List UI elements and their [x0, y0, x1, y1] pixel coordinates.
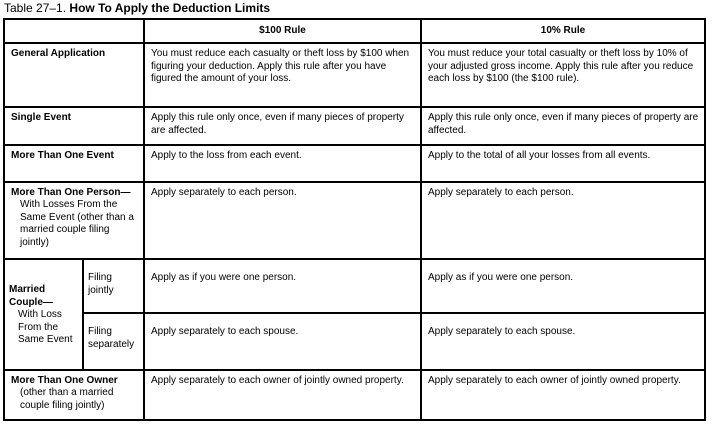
row-subheader-more-than-one-owner: (other than a married couple filing jointly)	[20, 387, 114, 411]
cell-single-100-rule: Apply this rule only once, even if many pieces of property are affected.	[144, 107, 421, 144]
cell-separately-10-percent-rule: Apply separately to each spouse.	[421, 313, 705, 369]
row-header-married-couple: Married Couple—	[9, 284, 53, 308]
table-caption	[4, 1, 270, 15]
filing-jointly-label: Filing jointly	[83, 259, 144, 313]
cell-multi-event-100-rule: Apply to the loss from each event.	[144, 145, 421, 182]
cell-multi-owner-10-percent-rule: Apply separately to each owner of jointly owned property.	[421, 370, 705, 420]
cell-single-10-percent-rule: Apply this rule only once, even if many pieces of property are affected.	[421, 107, 705, 144]
row-header-cell	[4, 43, 144, 107]
table-row-more-than-one-person	[4, 182, 705, 259]
cell-multi-owner-100-rule: Apply separately to each owner of jointly owned property.	[144, 370, 421, 420]
row-subheader-more-than-one-person: With Losses From the Same Event (other than a married couple filing jointly)	[20, 199, 134, 248]
row-header-cell	[4, 182, 144, 259]
cell-general-10-percent-rule: You must reduce your total casualty or theft loss by 10% of your adjusted gross income. Apply this rule after you reduce each loss by $100 (the $100 rule).	[421, 43, 705, 107]
cell-multi-person-100-rule: Apply separately to each person.	[144, 182, 421, 259]
row-header-cell	[4, 107, 144, 144]
row-header-cell	[4, 145, 144, 182]
column-header-10-percent-rule: 10% Rule	[421, 19, 705, 43]
table-row-single-event	[4, 107, 705, 144]
header-blank-cell	[4, 19, 144, 43]
table-title: How To Apply the Deduction Limits	[69, 1, 271, 15]
row-header-more-than-one-owner: More Than One Owner	[11, 374, 118, 386]
table-row-more-than-one-event	[4, 145, 705, 182]
table-row-married-filing-jointly	[4, 259, 705, 313]
filing-separately-label: Filing separately	[83, 313, 144, 369]
header-row	[4, 19, 705, 43]
table-row-married-filing-separately	[4, 313, 705, 369]
column-header-100-rule: $100 Rule	[144, 19, 421, 43]
table-row-general-application	[4, 43, 705, 107]
row-header-cell	[4, 370, 144, 420]
cell-jointly-100-rule: Apply as if you were one person.	[144, 259, 421, 313]
table-row-more-than-one-owner	[4, 370, 705, 420]
row-header-more-than-one-person: More Than One Person—	[11, 186, 131, 198]
cell-multi-person-10-percent-rule: Apply separately to each person.	[421, 182, 705, 259]
cell-separately-100-rule: Apply separately to each spouse.	[144, 313, 421, 369]
row-header-more-than-one-event: More Than One Event	[11, 149, 114, 161]
row-header-single-event: Single Event	[11, 112, 72, 124]
deduction-limits-table	[3, 18, 706, 421]
row-subheader-married-couple: With Loss From the Same Event	[18, 309, 73, 346]
table-number: Table 27–1.	[4, 1, 67, 15]
row-header-general-application: General Application	[11, 48, 106, 59]
cell-multi-event-10-percent-rule: Apply to the total of all your losses from all events.	[421, 145, 705, 182]
cell-jointly-10-percent-rule: Apply as if you were one person.	[421, 259, 705, 313]
row-header-cell	[4, 259, 83, 370]
cell-general-100-rule: You must reduce each casualty or theft loss by $100 when figuring your deduction. Apply this rule after you have figured the amount of your loss.	[144, 43, 421, 107]
